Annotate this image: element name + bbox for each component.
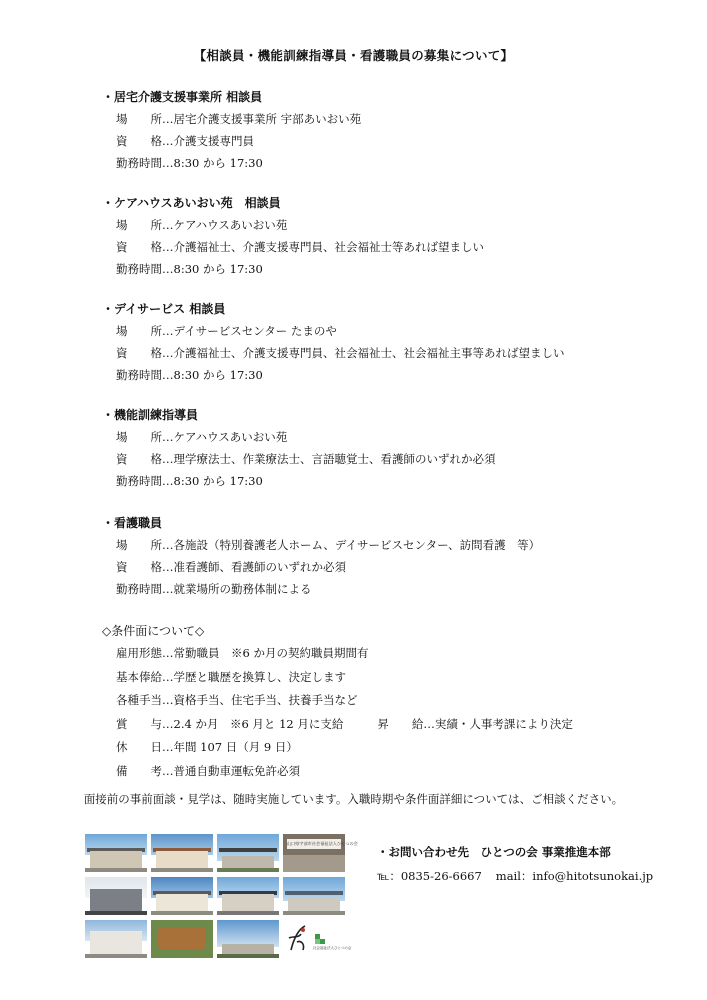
- facility-photo-collage: [85, 834, 358, 958]
- contact-tel: ℡：0835-26-6667: [377, 869, 482, 883]
- hours-line: 勤務時間…就業場所の勤務体制による: [116, 582, 312, 596]
- facility-photo: [85, 920, 147, 958]
- qualification-line: 資 格…介護福祉士、介護支援専門員、社会福祉士等あれば望ましい: [116, 240, 484, 254]
- section-carehouse-counselor: [102, 192, 692, 280]
- salary-line: 基本俸給…学歴と職歴を換算し、決定します: [116, 669, 346, 684]
- facility-photo: [217, 920, 279, 958]
- section-dayservice-counselor: [102, 298, 692, 386]
- section-heading: ・ケアハウスあいおい苑 相談員: [102, 196, 281, 210]
- section-kyotaku-counselor: [102, 86, 692, 174]
- section-heading: ・機能訓練指導員: [102, 408, 199, 422]
- facility-photo: [151, 877, 213, 915]
- holidays-line: 休 日…年間 107 日（月 9 日）: [116, 740, 298, 754]
- hours-line: 勤務時間…8:30 から 17:30: [116, 156, 263, 170]
- facility-photo: [85, 834, 147, 872]
- logo-text: 社会福祉法人ひとつの会: [313, 946, 352, 950]
- place-line: 場 所…デイサービスセンター たまのや: [116, 324, 337, 338]
- hours-line: 勤務時間…8:30 から 17:30: [116, 262, 263, 276]
- section-heading: ・デイサービス 相談員: [102, 302, 226, 316]
- conditions-section: [102, 620, 702, 783]
- facility-sign-text: 山口県宇部市社会福祉法人ひとつの会: [287, 839, 342, 849]
- section-functional-trainer: [102, 404, 692, 492]
- facility-photo: [217, 877, 279, 915]
- facility-sign-photo: [283, 834, 358, 872]
- conditions-heading: ◇条件面について◇: [102, 624, 205, 638]
- section-nursing-staff: [102, 512, 692, 600]
- calligraphy-logo-icon: [283, 920, 345, 958]
- remarks-line: 備 考…普通自動車運転免許必須: [116, 763, 300, 778]
- section-heading: ・居宅介護支援事業所 相談員: [102, 90, 263, 104]
- qualification-line: 資 格…介護支援専門員: [116, 134, 254, 148]
- hours-line: 勤務時間…8:30 から 17:30: [116, 368, 263, 382]
- place-line: 場 所…居宅介護支援事業所 宇部あいおい苑: [116, 112, 362, 126]
- hours-line: 勤務時間…8:30 から 17:30: [116, 474, 263, 488]
- page-title: 【相談員・機能訓練指導員・看護職員の募集について】: [193, 48, 514, 63]
- facility-photo: [151, 834, 213, 872]
- qualification-line: 資 格…介護福祉士、介護支援専門員、社会福祉士、社会福祉主事等あれば望ましい: [116, 346, 565, 360]
- bonus-line: [102, 713, 702, 737]
- facility-signboard-photo: [151, 920, 213, 958]
- consultation-note: 面接前の事前面談・見学は、随時実施しています。入職時期や条件面詳細については、ご相談ください。: [83, 792, 624, 806]
- qualification-line: 資 格…准看護師、看護師のいずれか必須: [116, 560, 346, 574]
- contact-details: [377, 864, 697, 888]
- facility-photo: [283, 877, 345, 915]
- contact-mail[interactable]: mail：info@hitotsunokai.jp: [495, 869, 654, 883]
- raise-text: 昇 給…実績・人事考課により決定: [377, 716, 573, 731]
- bonus-text: 賞 与…2.4 か月 ※6 月と 12 月に支給: [116, 716, 344, 731]
- contact-label: ・お問い合わせ先 ひとつの会 事業推進本部: [377, 845, 611, 859]
- allowances-line: 各種手当…資格手当、住宅手当、扶養手当など: [116, 693, 358, 707]
- place-line: 場 所…各施設（特別養護老人ホーム、デイサービスセンター、訪問看護 等）: [116, 538, 541, 552]
- section-heading: ・看護職員: [102, 516, 163, 530]
- organization-logo: [283, 920, 352, 958]
- place-line: 場 所…ケアハウスあいおい苑: [116, 430, 288, 444]
- place-line: 場 所…ケアハウスあいおい苑: [116, 218, 288, 232]
- contact-block: [377, 840, 697, 888]
- facility-photo: [217, 834, 279, 872]
- qualification-line: 資 格…理学療法士、作業療法士、言語聴覚士、看護師のいずれか必須: [116, 452, 496, 466]
- employment-line: 雇用形態…常勤職員 ※6 か月の契約職員期間有: [116, 646, 369, 660]
- facility-photo: [85, 877, 147, 915]
